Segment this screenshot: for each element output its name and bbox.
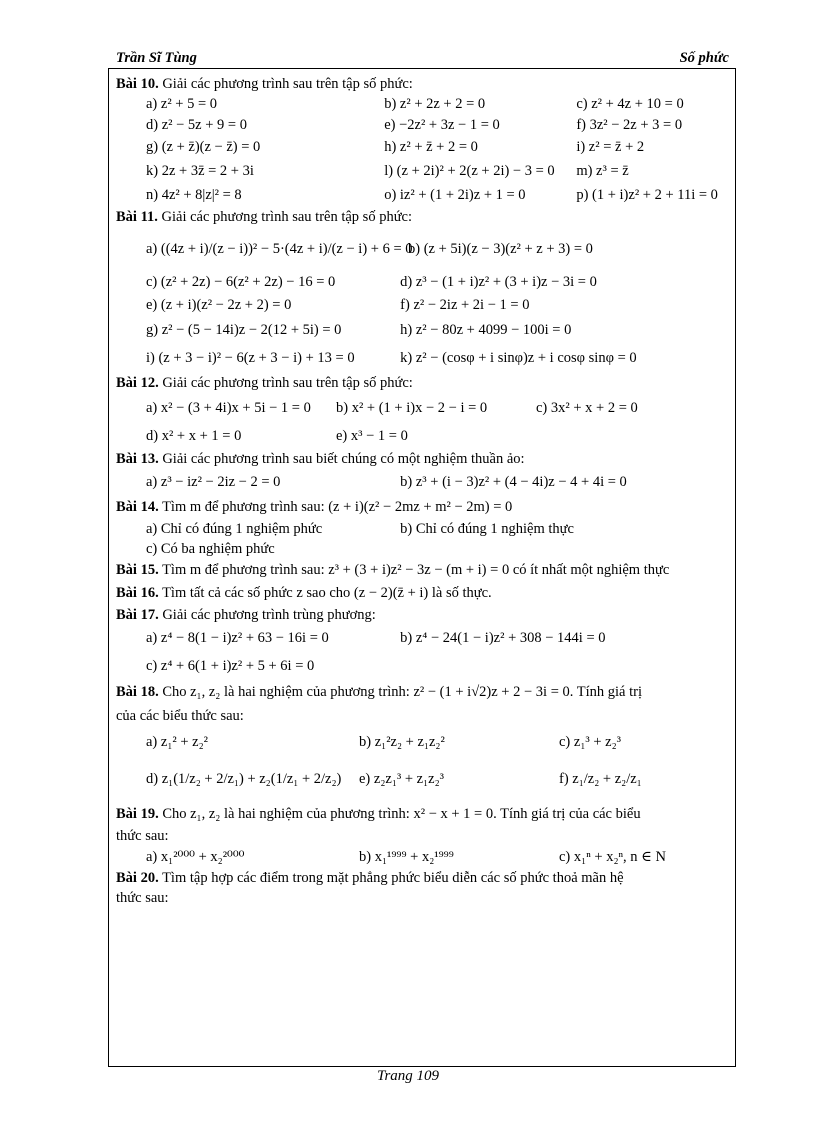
item-row (116, 652, 730, 680)
item-row (116, 271, 730, 294)
exercise-item: a) x² − (3 + 4i)x + 5i − 1 = 0 (146, 399, 311, 416)
problem-title (116, 680, 730, 704)
exercise-item: h) z² − 80z + 4099 − 100i = 0 (400, 321, 572, 338)
problem-title (116, 582, 730, 605)
problem-13 (116, 449, 730, 495)
item-row (116, 423, 730, 449)
problem-15 (116, 559, 730, 582)
exercise-item: b) z⁴ − 24(1 − i)z² + 308 − 144i = 0 (400, 630, 606, 646)
problem-18 (116, 680, 730, 802)
exercise-item: b) x₁¹⁹⁹⁹ + x₂¹⁹⁹⁹ (359, 848, 454, 865)
exercise-item: b) x² + (1 + i)x − 2 − i = 0 (336, 399, 488, 416)
problem-17 (116, 605, 730, 680)
item-row (116, 94, 730, 115)
problem-text: Giải các phương trình sau trên tập số phức: (161, 209, 413, 225)
exercise-item: k) 2z + 3z̄ = 2 + 3i (146, 162, 254, 179)
exercise-item: c) (z² + 2z) − 6(z² + 2z) − 16 = 0 (146, 274, 336, 290)
exercise-item: d) z³ − (1 + i)z² + (3 + i)z − 3i = 0 (400, 274, 597, 290)
problem-title (116, 207, 730, 227)
exercise-item: n) 4z² + 8|z|² = 8 (146, 186, 242, 203)
exercise-item: f) z² − 2iz + 2i − 1 = 0 (400, 297, 530, 313)
problem-11 (116, 207, 730, 373)
item-row (116, 756, 730, 802)
problem-label: Bài 19. (116, 806, 159, 822)
exercise-item: k) z² − (cosφ + i sinφ)z + i cosφ sinφ = 0 (400, 349, 637, 366)
problem-title (116, 868, 730, 888)
problem-label: Bài 17. (116, 607, 159, 623)
item-row (116, 469, 730, 495)
exercise-item: b) z³ + (i − 3)z² + (4 − 4i)z − 4 + 4i = 0 (400, 473, 627, 490)
item-row (116, 159, 730, 183)
problem-label: Bài 10. (116, 76, 159, 92)
problem-text: Tìm tập hợp các điểm trong mặt phẳng phức biểu diễn các số phức thoả mãn hệ (162, 870, 624, 886)
item-row (116, 115, 730, 136)
problem-title (116, 605, 730, 625)
problem-text: Cho z₁, z₂ là hai nghiệm của phương trình: z² − (1 + i√2)z + 2 − 3i = 0. Tính giá trị (162, 684, 642, 700)
problem-14 (116, 495, 730, 559)
problem-text: Tìm m để phương trình sau: z³ + (3 + i)z² − 3z − (m + i) = 0 có ít nhất một nghiệm thực (162, 562, 670, 578)
problem-title (116, 495, 730, 519)
item-row (116, 625, 730, 652)
exercise-item: c) Có ba nghiệm phức (146, 540, 275, 557)
exercise-item: e) (z + i)(z² − 2z + 2) = 0 (146, 297, 292, 313)
exercise-item: o) iz² + (1 + 2i)z + 1 = 0 (384, 186, 526, 203)
item-row (116, 728, 730, 756)
problem-label: Bài 11. (116, 209, 158, 225)
problem-text: Tìm m để phương trình sau: (z + i)(z² − 2mz + m² − 2m) = 0 (162, 499, 513, 515)
problem-title (116, 449, 730, 469)
problem-label: Bài 20. (116, 870, 159, 886)
exercise-item: b) Chỉ có đúng 1 nghiệm thực (400, 520, 574, 537)
exercise-item: b) z₁²z₂ + z₁z₂² (359, 733, 445, 750)
exercise-item: a) z³ − iz² − 2iz − 2 = 0 (146, 473, 281, 490)
problem-label: Bài 12. (116, 375, 159, 391)
exercise-item: i) (z + 3 − i)² − 6(z + 3 − i) + 13 = 0 (146, 349, 355, 366)
exercise-item: l) (z + 2i)² + 2(z + 2i) − 3 = 0 (384, 162, 555, 179)
problem-text: Giải các phương trình sau biết chúng có một nghiệm thuần ảo: (162, 451, 525, 467)
exercise-item: b) (z + 5i)(z − 3)(z² + z + 3) = 0 (408, 240, 593, 257)
exercise-item: f) 3z² − 2z + 3 = 0 (576, 117, 683, 133)
exercise-item: a) z² + 5 = 0 (146, 96, 218, 112)
exercise-item: c) x₁ⁿ + x₂ⁿ, n ∈ N (559, 848, 667, 865)
exercise-item: b) z² + 2z + 2 = 0 (384, 96, 486, 112)
exercise-item: p) (1 + i)z² + 2 + 11i = 0 (576, 186, 718, 203)
exercise-item: i) z² = z̄ + 2 (576, 139, 645, 155)
exercise-item: a) ((4z + i)/(z − i))² − 5·(4z + i)/(z − i) + 6 = 0 (146, 240, 413, 257)
exercise-item: e) z₂z₁³ + z₁z₂³ (359, 770, 444, 787)
exercise-item: d) z₁(1/z₂ + 2/z₁) + z₂(1/z₁ + 2/z₂) (146, 770, 342, 787)
exercise-item: f) z₁/z₂ + z₂/z₁ (559, 770, 642, 787)
exercise-item: c) z² + 4z + 10 = 0 (576, 96, 684, 112)
page-number: Trang 109 (376, 1068, 440, 1084)
item-row (116, 294, 730, 317)
item-row (116, 343, 730, 373)
problem-text: Giải các phương trình trùng phương: (162, 607, 376, 623)
problem-19 (116, 802, 730, 868)
problem-list (116, 74, 730, 908)
exercise-item: a) x₁²⁰⁰⁰ + x₂²⁰⁰⁰ (146, 848, 245, 865)
exercise-item: m) z³ = z̄ (576, 162, 629, 179)
problem-12 (116, 373, 730, 449)
problem-text-cont: thức sau: (116, 828, 169, 844)
exercise-item: e) x³ − 1 = 0 (336, 427, 408, 444)
exercise-item: c) z₁³ + z₂³ (559, 733, 621, 750)
problem-text-cont: của các biểu thức sau: (116, 708, 244, 724)
problem-16 (116, 582, 730, 605)
problem-text: Cho z₁, z₂ là hai nghiệm của phương trình: x² − x + 1 = 0. Tính giá trị của các biểu (162, 806, 641, 822)
exercise-item: c) 3x² + x + 2 = 0 (536, 399, 638, 416)
item-row (116, 846, 730, 868)
exercise-item: d) x² + x + 1 = 0 (146, 427, 242, 444)
exercise-item: a) z⁴ − 8(1 − i)z² + 63 − 16i = 0 (146, 630, 329, 646)
item-row (116, 539, 730, 559)
problem-20 (116, 868, 730, 908)
problem-text: Giải các phương trình sau trên tập số phức: (162, 76, 413, 92)
item-row (116, 227, 730, 271)
exercise-item: d) z² − 5z + 9 = 0 (146, 117, 247, 133)
problem-title (116, 373, 730, 393)
problem-text: Tìm tất cả các số phức z sao cho (z − 2)(z̄ + i) là số thực. (162, 585, 492, 601)
item-row (116, 136, 730, 159)
problem-label: Bài 18. (116, 684, 159, 700)
exercise-item: g) z² − (5 − 14i)z − 2(12 + 5i) = 0 (146, 321, 342, 338)
problem-label: Bài 16. (116, 585, 159, 601)
header-author: Trần Sĩ Tùng (116, 50, 197, 66)
exercise-item: a) z₁² + z₂² (146, 733, 208, 750)
problem-text-cont: thức sau: (116, 890, 169, 906)
problem-label: Bài 13. (116, 451, 159, 467)
header-topic: Số phức (679, 50, 729, 66)
problem-title (116, 74, 730, 94)
exercise-item: c) z⁴ + 6(1 + i)z² + 5 + 6i = 0 (146, 657, 315, 674)
problem-title (116, 559, 730, 582)
item-row (116, 317, 730, 343)
problem-label: Bài 15. (116, 562, 159, 578)
problem-title (116, 802, 730, 826)
item-row (116, 393, 730, 423)
item-row (116, 183, 730, 207)
problem-text: Giải các phương trình sau trên tập số phức: (162, 375, 413, 391)
item-row (116, 519, 730, 539)
exercise-item: h) z² + z̄ + 2 = 0 (384, 139, 478, 155)
problem-10 (116, 74, 730, 207)
exercise-item: a) Chỉ có đúng 1 nghiệm phức (146, 520, 323, 537)
exercise-item: g) (z + z̄)(z − z̄) = 0 (146, 139, 261, 155)
problem-label: Bài 14. (116, 499, 159, 515)
exercise-item: e) −2z² + 3z − 1 = 0 (384, 117, 500, 133)
